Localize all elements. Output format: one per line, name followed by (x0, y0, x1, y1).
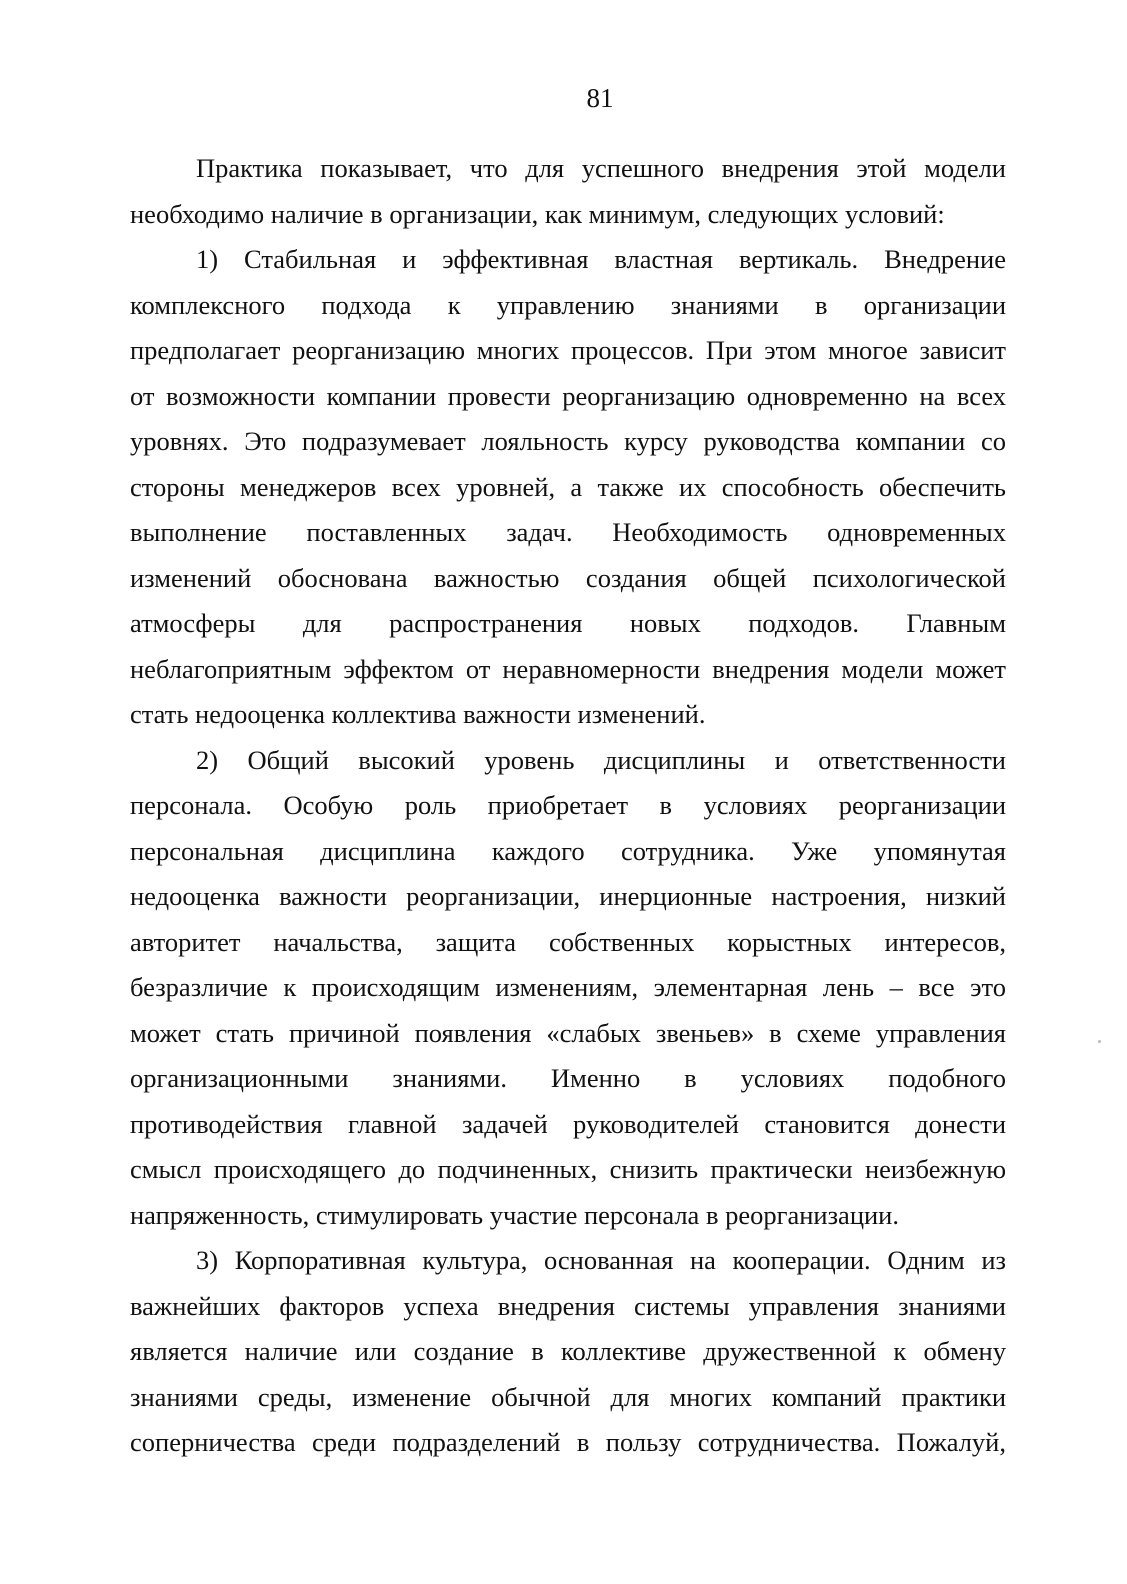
text-line: может стать причиной появления «слабых звеньев» в схеме управления (130, 1017, 1006, 1048)
text-line: безразличие к происходящим изменениям, элементарная лень – все это (130, 972, 1006, 1002)
text-line: стать недооценка коллектива важности изменений. (130, 699, 706, 729)
text-line: организационными знаниями. Именно в условиях подобного (130, 1063, 1006, 1093)
paragraph-condition-2 (130, 738, 1006, 1239)
paragraph-condition-1 (130, 237, 1006, 738)
text-line: важнейших факторов успеха внедрения системы управления знаниями (130, 1290, 1006, 1321)
text-line: Практика показывает, что для успешного внедрения этой модели (196, 153, 1006, 183)
text-line: знаниями среды, изменение обычной для многих компаний практики (130, 1381, 1006, 1412)
text-line: персонала. Особую роль приобретает в условиях реорганизации (130, 790, 1006, 820)
text-line: является наличие или создание в коллективе дружественной к обмену (130, 1336, 1006, 1366)
text-line: изменений обоснована важностью создания общей психологической (130, 562, 1006, 593)
text-line: авторитет начальства, защита собственных корыстных интересов, (130, 926, 1006, 957)
text-line: противодействия главной задачей руководителей становится донести (130, 1108, 1006, 1139)
text-line: уровнях. Это подразумевает лояльность курсу руководства компании со (130, 426, 1006, 456)
text-line: стороны менеджеров всех уровней, а также их способность обеспечить (130, 471, 1006, 502)
text-line: смысл происходящего до подчиненных, снизить практически неизбежную (130, 1154, 1006, 1184)
text-line: соперничества среди подразделений в пользу сотрудничества. Пожалуй, (130, 1427, 1006, 1457)
text-line: предполагает реорганизацию многих процессов. При этом многое зависит (130, 335, 1006, 365)
text-line: атмосферы для распространения новых подходов. Главным (130, 608, 1006, 638)
text-line: от возможности компании провести реорганизацию одновременно на всех (130, 380, 1006, 411)
text-line: 3) Корпоративная культура, основанная на кооперации. Одним из (196, 1245, 1006, 1275)
text-line: комплексного подхода к управлению знаниями в организации (130, 289, 1006, 320)
text-line: персональная дисциплина каждого сотрудника. Уже упомянутая (130, 835, 1006, 866)
text-line: выполнение поставленных задач. Необходимость одновременных (130, 517, 1006, 547)
paragraph-intro (130, 146, 1006, 237)
scan-speck (1098, 1040, 1101, 1043)
text-line: 2) Общий высокий уровень дисциплины и ответственности (196, 744, 1006, 775)
paragraph-condition-3 (130, 1238, 1006, 1466)
text-line: недооценка важности реорганизации, инерционные настроения, низкий (130, 881, 1006, 911)
text-line: 1) Стабильная и эффективная властная вертикаль. Внедрение (196, 244, 1006, 274)
text-line: неблагоприятным эффектом от неравномерности внедрения модели может (130, 653, 1006, 684)
text-line: напряженность, стимулировать участие персонала в реорганизации. (130, 1199, 899, 1230)
page-number: 81 (586, 83, 614, 113)
text-line: необходимо наличие в организации, как минимум, следующих условий: (130, 198, 945, 229)
body-text (130, 146, 1006, 1466)
